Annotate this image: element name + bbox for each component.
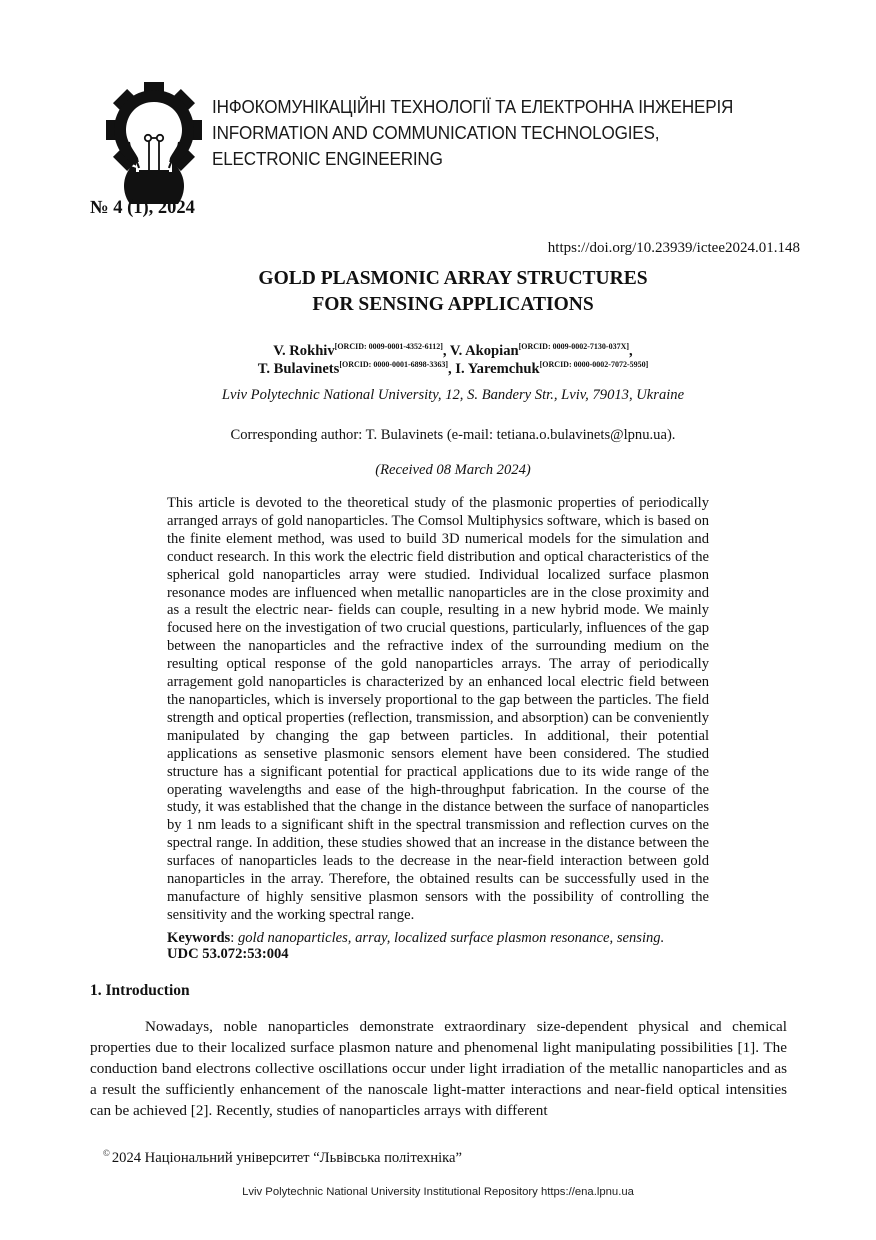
keywords-separator: :: [230, 930, 238, 946]
journal-name-english-line1: INFORMATION AND COMMUNICATION TECHNOLOGIES,: [212, 122, 660, 143]
authors-line2: [0, 360, 876, 378]
keywords-list: gold nanoparticles, array, localized surface plasmon resonance, sensing.: [237, 930, 665, 946]
authors-line1: [0, 342, 876, 360]
udc-code: UDC 53.072:53:004: [167, 946, 289, 962]
author-orcid[interactable]: [ORCID: 0009-0002-7130-037X]: [518, 342, 630, 351]
abstract: This article is devoted to the theoretical study of the plasmonic properties of periodically arranged arrays of gold nanoparticles. The Comsol Multiphysics software, which is based on the finite element method, was used to build 3D numerical models for the simulation and conduct research. In this work the electric field distribution and optical characteristics of the spherical gold nanoparticles array were studied. Individual localized surface plasmon resonance modes are influenced when metallic nanoparticles are in the close proximity and as a result the electric near- fields can couple, resulting in a new hybrid mode. We mainly focused here on the investigation of two crucial questions, particularly, influences of the gap between the nanoparticles and the refractive index of the surrounding medium on the resulting optical response of the gold nanoparticles arrays. The array of periodically arragement gold nanoparticles is characterized by an enhanced local electric field between the nanoparticles, which is inversely proportional to the gap between the particles. The field strength and optical properties (reflection, transmission, and absorption) can be conveniently manipulated by changing the gap between particles. In additional, their potential applications as sensetive plasmonic sensors element have been considered. The studied structure has a significant potential for practical applications due to its wide range of the operating wavelengths and ease of the high-throughput fabrication. In the course of the study, it was established that the change in the distance between the surface of nanoparticles by 1 nm leads to a significant shift in the spectral transmission and reflection curves on the spectral range. In addition, these studies showed that an increase in the distance between the surfaces of nanoparticles leads to the decrease in the near-field interaction between gold nanoparticles in the array. Therefore, the obtained results can be successfully used in the manufacture of highly sensitive plasmon sensors with the possibility of controlling the sensitivity and the working spectral range.: [167, 495, 709, 923]
author-separator: ,: [442, 343, 450, 359]
author-orcid[interactable]: [ORCID: 0000-0002-7072-5950]: [539, 360, 649, 369]
keywords: [167, 929, 727, 947]
author-orcid[interactable]: [ORCID: 0000-0001-6898-3363]: [339, 360, 448, 369]
received-date: (Received 08 March 2024): [375, 462, 531, 478]
keywords-label: Keywords: [167, 930, 231, 946]
journal-name-english-line2: ELECTRONIC ENGINEERING: [212, 148, 443, 169]
journal-name-ukrainian: ІНФОКОМУНІКАЦІЙНІ ТЕХНОЛОГІЇ ТА ЕЛЕКТРОННА ІНЖЕНЕРІЯ: [212, 96, 734, 117]
gear-lightbulb-icon: [106, 82, 202, 204]
author-name: V. Akopian: [449, 343, 519, 359]
author-name: V. Rokhiv: [273, 343, 335, 359]
author-name: I. Yaremchuk: [455, 361, 540, 377]
doi-link[interactable]: https://doi.org/10.23939/ictee2024.01.148: [547, 240, 800, 256]
repository-footer[interactable]: Lviv Polytechnic National University Institutional Repository https://ena.lpnu.ua: [242, 1186, 634, 1198]
copyright-text: 2024 Національний університет “Львівська політехніка”: [111, 1150, 463, 1166]
author-name: T. Bulavinets: [257, 361, 340, 377]
affiliation: Lviv Polytechnic National University, 12, S. Bandery Str., Lviv, 79013, Ukraine: [221, 387, 685, 403]
corresponding-author: Corresponding author: T. Bulavinets (e-mail: tetiana.o.bulavinets@lpnu.ua).: [230, 427, 676, 443]
issue-number: № 4 (1), 2024: [90, 198, 195, 218]
author-separator: ,: [629, 343, 633, 359]
author-separator: ,: [448, 361, 456, 377]
section-heading-introduction: 1. Introduction: [90, 982, 190, 999]
article-title-line1: GOLD PLASMONIC ARRAY STRUCTURES: [258, 268, 648, 289]
article-title-line2: FOR SENSING APPLICATIONS: [312, 294, 594, 315]
introduction-paragraph: Nowadays, noble nanoparticles demonstrate extraordinary size-dependent physical and chemical properties due to their localized surface plasmon nature and phenomenal light manipulating possibilities [1]. The conduction band electrons collective oscillations occur under light irradiation of the metallic nanoparticles and as a result the sufficiently enhancement of the nanoscale light-matter interactions and near-field optical intensities can be achieved [2]. Recently, studies of nanoparticles arrays with different: [90, 1018, 787, 1120]
copyright-icon: ©: [103, 1148, 110, 1158]
copyright-notice: [103, 1148, 462, 1167]
author-orcid[interactable]: [ORCID: 0009-0001-4352-6112]: [334, 342, 443, 351]
